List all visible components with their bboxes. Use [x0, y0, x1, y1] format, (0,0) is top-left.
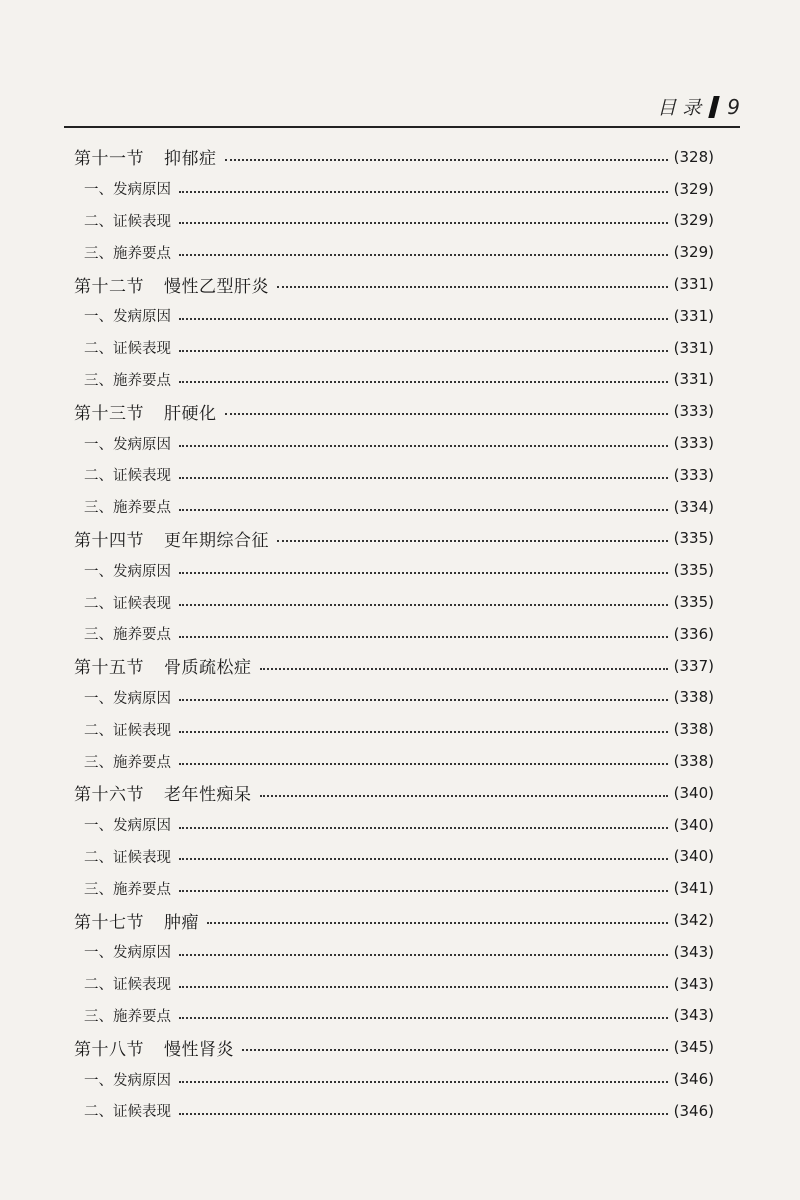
toc-page-number: (346): [673, 1070, 714, 1088]
toc-section-row: [74, 1031, 714, 1063]
toc-page-number: (331): [673, 338, 714, 357]
dot-leader: [179, 888, 668, 892]
toc-item-row: [74, 554, 714, 586]
dot-leader: [179, 1079, 668, 1083]
toc-item-label: 二、证候表现: [84, 849, 171, 866]
dot-leader: [242, 1047, 668, 1051]
toc-item-row: [74, 459, 714, 491]
toc-section-row: [74, 523, 714, 555]
toc-item-row: [74, 682, 714, 714]
toc-item-label: 一、发病原因: [84, 690, 171, 707]
toc-section-number: 第十一节: [74, 149, 144, 170]
toc-section-title: 老年性痴呆: [164, 785, 252, 806]
toc-section-title: 骨质疏松症: [164, 658, 252, 679]
toc-section-row: [74, 141, 714, 173]
toc-section-title: 肝硬化: [164, 403, 217, 424]
toc-section-number: 第十七节: [74, 912, 144, 933]
toc-section-row: [74, 904, 714, 936]
toc-item-row: [74, 1095, 714, 1127]
dot-leader: [179, 984, 668, 988]
toc-item-row: [74, 491, 714, 523]
toc-section-number: 第十三节: [74, 403, 144, 424]
toc-item-label: 一、发病原因: [84, 309, 171, 326]
toc-page-number: (335): [673, 529, 714, 548]
toc-page-number: (338): [673, 720, 714, 739]
toc-page-number: (340): [673, 847, 714, 866]
toc-item-row: [74, 332, 714, 364]
dot-leader: [179, 602, 668, 606]
toc-page-number: (337): [673, 656, 714, 675]
toc-section-row: [74, 650, 714, 682]
toc-item-row: [74, 300, 714, 332]
toc-item-row: [74, 809, 714, 841]
toc-item-row: [74, 427, 714, 459]
toc-page-number: (340): [673, 783, 714, 802]
toc-page-number: (333): [673, 465, 714, 484]
dot-leader: [179, 761, 668, 765]
toc-item-label: 一、发病原因: [84, 436, 171, 453]
dot-leader: [179, 570, 668, 574]
toc-page-number: (335): [673, 593, 714, 612]
toc-page-number: (341): [673, 879, 714, 898]
toc-section-title: 慢性肾炎: [164, 1039, 234, 1060]
header-page-number: 9: [727, 94, 740, 119]
toc-item-label: 二、证候表现: [84, 977, 171, 994]
dot-leader: [225, 411, 668, 415]
table-of-contents: [74, 141, 714, 1127]
toc-page-number: (329): [673, 243, 714, 262]
toc-page-number: (329): [673, 211, 714, 230]
toc-item-row: [74, 1063, 714, 1095]
dot-leader: [179, 348, 668, 352]
toc-item-label: 三、施养要点: [84, 627, 171, 644]
dot-leader: [179, 507, 668, 511]
dot-leader: [179, 856, 668, 860]
dot-leader: [179, 697, 668, 701]
toc-page-number: (333): [673, 434, 714, 453]
toc-item-row: [74, 236, 714, 268]
toc-item-row: [74, 173, 714, 205]
toc-item-row: [74, 841, 714, 873]
toc-section-title: 更年期综合征: [164, 530, 269, 551]
toc-page-number: (329): [673, 179, 714, 198]
toc-section-number: 第十八节: [74, 1039, 144, 1060]
page-header: [64, 92, 740, 128]
toc-section-number: 第十二节: [74, 276, 144, 297]
dot-leader: [179, 729, 668, 733]
dot-leader: [277, 284, 668, 288]
toc-section-title: 慢性乙型肝炎: [164, 276, 269, 297]
dot-leader: [179, 443, 668, 447]
dot-leader: [207, 920, 668, 924]
dot-leader: [260, 793, 668, 797]
toc-item-row: [74, 364, 714, 396]
dot-leader: [179, 1015, 668, 1019]
toc-item-row: [74, 586, 714, 618]
toc-item-row: [74, 1000, 714, 1032]
toc-page-number: (331): [673, 275, 714, 294]
toc-item-label: 三、施养要点: [84, 1008, 171, 1025]
toc-page-number: (346): [673, 1101, 714, 1120]
toc-item-label: 三、施养要点: [84, 881, 171, 898]
toc-item-label: 三、施养要点: [84, 500, 171, 517]
toc-page-number: (343): [673, 1006, 714, 1025]
toc-page-number: (343): [673, 974, 714, 993]
toc-page-number: (338): [673, 688, 714, 707]
dot-leader: [179, 316, 668, 320]
toc-item-label: 二、证候表现: [84, 595, 171, 612]
toc-section-number: 第十五节: [74, 658, 144, 679]
toc-item-label: 二、证候表现: [84, 468, 171, 485]
toc-page-number: (345): [673, 1038, 714, 1057]
dot-leader: [179, 220, 668, 224]
toc-page-number: (338): [673, 752, 714, 771]
dot-leader: [225, 157, 668, 161]
toc-item-row: [74, 713, 714, 745]
toc-item-row: [74, 745, 714, 777]
toc-item-label: 一、发病原因: [84, 182, 171, 199]
toc-item-label: 一、发病原因: [84, 1072, 171, 1089]
toc-page-number: (333): [673, 402, 714, 421]
dot-leader: [179, 379, 668, 383]
toc-section-number: 第十四节: [74, 530, 144, 551]
toc-item-row: [74, 872, 714, 904]
toc-item-row: [74, 618, 714, 650]
header-section-title: 目 录: [657, 97, 702, 119]
toc-section-row: [74, 395, 714, 427]
header-divider-bar: [709, 96, 720, 118]
dot-leader: [277, 538, 668, 542]
toc-page-number: (342): [673, 911, 714, 930]
toc-item-label: 二、证候表现: [84, 213, 171, 230]
toc-item-label: 一、发病原因: [84, 563, 171, 580]
toc-page-number: (335): [673, 561, 714, 580]
dot-leader: [179, 1111, 668, 1115]
toc-section-title: 肿瘤: [164, 912, 199, 933]
toc-item-label: 二、证候表现: [84, 722, 171, 739]
toc-item-label: 三、施养要点: [84, 754, 171, 771]
dot-leader: [260, 666, 668, 670]
toc-item-row: [74, 936, 714, 968]
toc-item-label: 一、发病原因: [84, 818, 171, 835]
dot-leader: [179, 634, 668, 638]
toc-item-label: 二、证候表现: [84, 341, 171, 358]
toc-item-label: 一、发病原因: [84, 945, 171, 962]
dot-leader: [179, 475, 668, 479]
toc-page-number: (343): [673, 942, 714, 961]
dot-leader: [179, 252, 668, 256]
toc-item-row: [74, 968, 714, 1000]
toc-page-number: (331): [673, 306, 714, 325]
toc-section-number: 第十六节: [74, 785, 144, 806]
dot-leader: [179, 825, 668, 829]
toc-item-label: 二、证候表现: [84, 1104, 171, 1121]
toc-page-number: (340): [673, 815, 714, 834]
toc-page-number: (328): [673, 147, 714, 166]
toc-section-title: 抑郁症: [164, 149, 217, 170]
toc-page-number: (331): [673, 370, 714, 389]
toc-item-label: 三、施养要点: [84, 245, 171, 262]
dot-leader: [179, 189, 668, 193]
toc-item-row: [74, 205, 714, 237]
header-right: [657, 93, 740, 120]
toc-page-number: (336): [673, 624, 714, 643]
dot-leader: [179, 952, 668, 956]
toc-page-number: (334): [673, 497, 714, 516]
toc-item-label: 三、施养要点: [84, 372, 171, 389]
toc-section-row: [74, 268, 714, 300]
toc-section-row: [74, 777, 714, 809]
